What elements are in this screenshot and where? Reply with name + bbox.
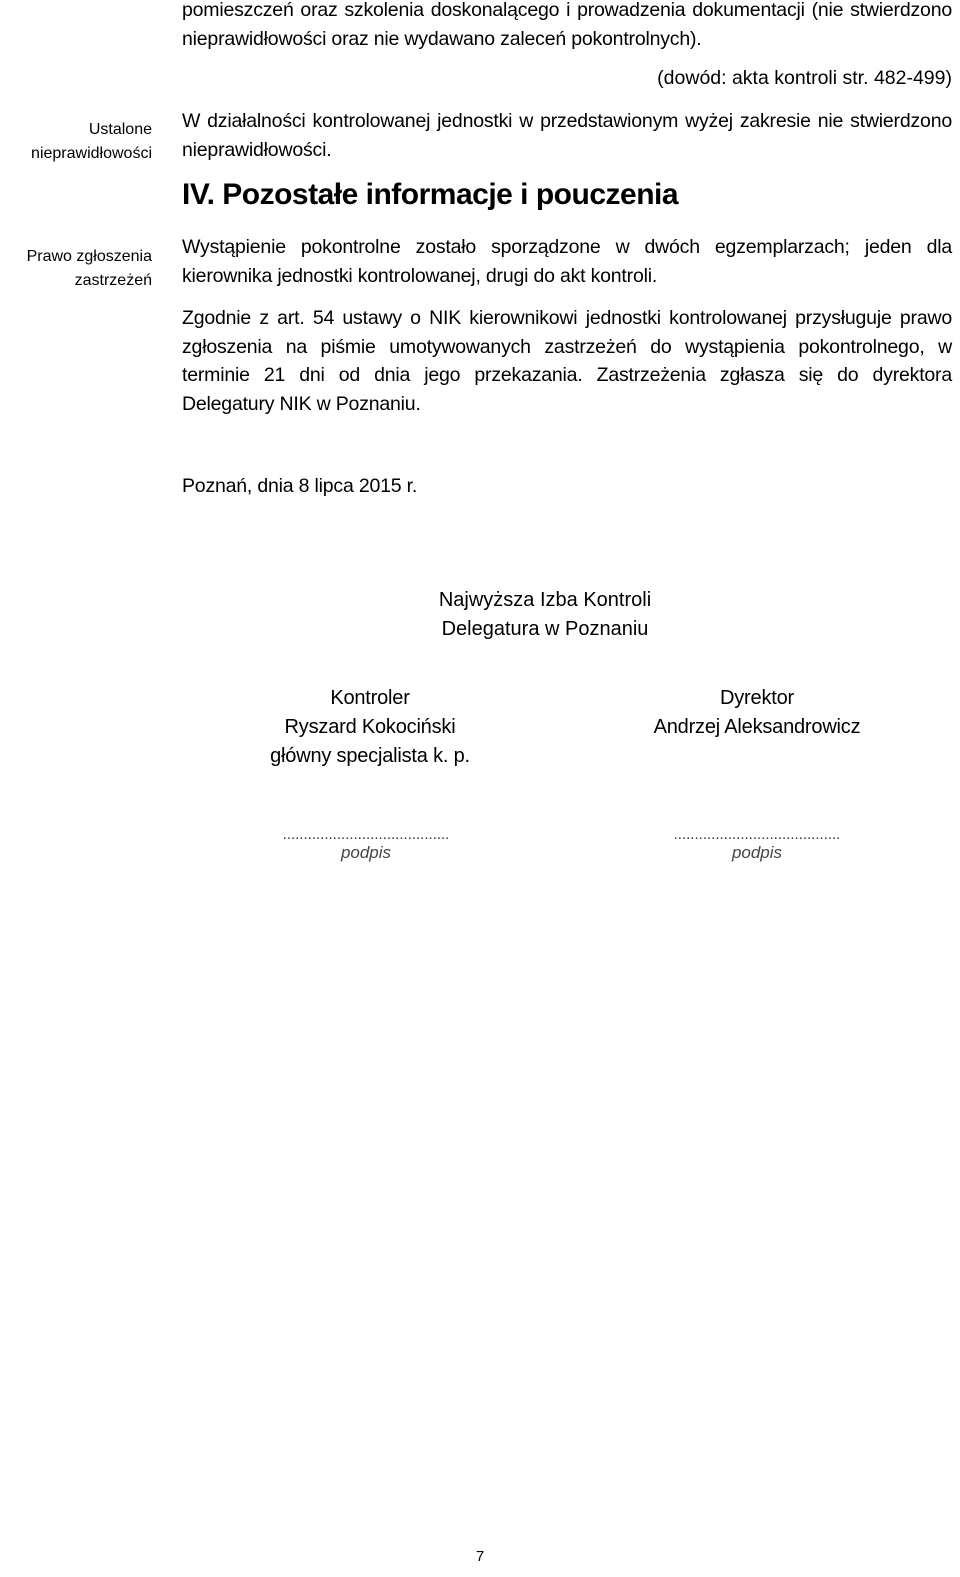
margin-note-rights: Prawo zgłoszenia zastrzeżeń <box>26 248 152 289</box>
signature-area-right <box>607 826 907 863</box>
signatory-right-role: Dyrektor <box>720 687 794 709</box>
section-heading: IV. Pozostałe informacje i pouczenia <box>182 178 679 211</box>
signatory-right-name: Andrzej Aleksandrowicz <box>653 716 861 738</box>
institution-branch: Delegatura w Poznaniu <box>441 618 649 640</box>
institution-block <box>345 586 745 644</box>
paragraph-copies: Wystąpienie pokontrolne zostało sporządzone w dwóch egzemplarzach; jeden dla kierownika jednostki kontrolowanej, drugi do akt kontroli. <box>182 236 952 287</box>
signature-area-left <box>216 826 516 863</box>
paragraph-top: pomieszczeń oraz szkolenia doskonalącego i prowadzenia dokumentacji (nie stwierdzono nieprawidłowości oraz nie wydawano zaleceń pokontrolnych). <box>182 0 952 50</box>
evidence-note: (dowód: akta kontroli str. 482-499) <box>657 67 952 89</box>
signature-line-left: ........................................ <box>282 826 450 843</box>
paragraph-findings: W działalności kontrolowanej jednostki w przedstawionym wyżej zakresie nie stwierdzono nieprawidłowości. <box>182 110 952 161</box>
margin-note-findings: Ustalone nieprawidłowości <box>31 121 152 162</box>
signatory-left-role: Kontroler <box>330 687 410 709</box>
institution-name: Najwyższa Izba Kontroli <box>438 589 652 611</box>
signatory-right <box>607 684 907 742</box>
signature-line-right: ........................................ <box>673 826 841 843</box>
place-date: Poznań, dnia 8 lipca 2015 r. <box>182 475 418 497</box>
signatory-left <box>220 684 520 771</box>
signature-label-left: podpis <box>340 843 392 862</box>
paragraph-rights: Zgodnie z art. 54 ustawy o NIK kierownikowi jednostki kontrolowanej przysługuje prawo zgłoszenia na piśmie umotywowanych zastrzeżeń do wystąpienia pokontrolnego, w terminie 21 dni od dnia jego przekazania. Zastrzeżenia zgłasza się do dyrektora Delegatury NIK w Poznaniu. <box>182 307 952 415</box>
signature-label-right: podpis <box>731 843 783 862</box>
signatory-left-title: główny specjalista k. p. <box>270 745 470 767</box>
signatory-left-name: Ryszard Kokociński <box>284 716 456 738</box>
main-column <box>182 0 952 53</box>
page-number: 7 <box>475 1548 485 1565</box>
